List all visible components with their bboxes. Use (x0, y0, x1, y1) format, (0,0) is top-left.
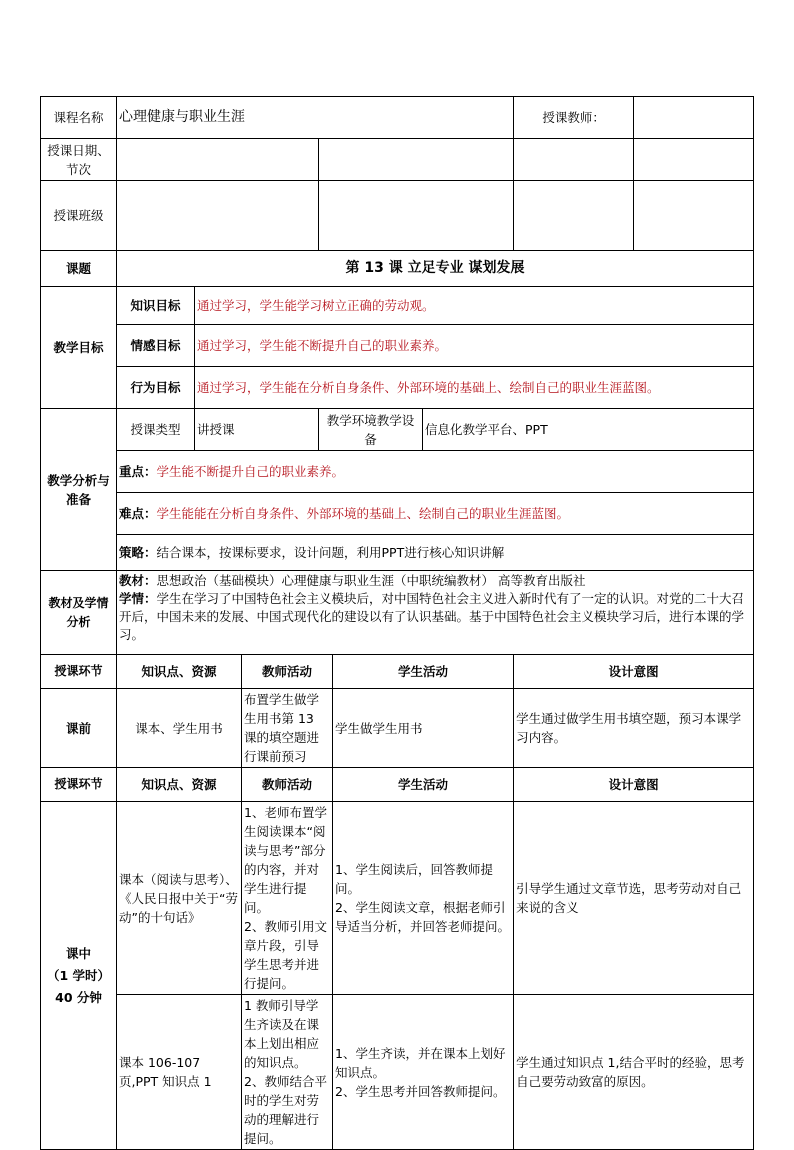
date-cell-4 (634, 139, 754, 181)
environment-value: 信息化教学平台、PPT (423, 409, 754, 451)
materials-label: 教材及学情分析 (41, 571, 117, 655)
textbook-label: 教材： (119, 573, 157, 588)
course-name: 心理健康与职业生涯 (117, 97, 514, 139)
textbook-line (119, 572, 751, 590)
materials-content (117, 571, 754, 655)
date-label: 授课日期、节次 (41, 139, 117, 181)
lesson-type-value: 讲授课 (195, 409, 319, 451)
class-cell-3 (514, 181, 634, 251)
in-class-resource-1: 课本（阅读与思考）、《人民日报中关于“劳动”的十句话》 (117, 802, 242, 995)
header-intent: 设计意图 (514, 655, 754, 689)
strategy-label: 策略： (119, 545, 157, 560)
date-cell-3 (514, 139, 634, 181)
strategy (117, 535, 754, 571)
environment-label: 教学环境教学设备 (319, 409, 423, 451)
objectives-label: 教学目标 (41, 287, 117, 409)
difficult-point (117, 493, 754, 535)
class-cell-1 (117, 181, 319, 251)
header-resource: 知识点、资源 (117, 655, 242, 689)
header-teacher-2: 教师活动 (242, 768, 333, 802)
in-class-student-2 (333, 995, 514, 1150)
analysis-label: 教学分析与准备 (41, 409, 117, 571)
header-stage: 授课环节 (41, 655, 117, 689)
key-point-label: 重点： (119, 464, 157, 479)
header-teacher: 教师活动 (242, 655, 333, 689)
topic-title: 第 13 课 立足专业 谋划发展 (117, 251, 754, 287)
behavior-objective: 通过学习，学生能在分析自身条件、外部环境的基础上、绘制自己的职业生涯蓝图。 (195, 367, 754, 409)
topic-label: 课题 (41, 251, 117, 287)
date-cell-2 (319, 139, 514, 181)
in-class-stage (41, 802, 117, 1150)
pre-class-resource: 课本、学生用书 (117, 689, 242, 768)
in-class-student-1-step-1: 1、学生阅读后，回答教师提问。 (335, 862, 493, 896)
emotion-objective-label: 情感目标 (117, 325, 195, 367)
in-class-student-1-step-2: 2、学生阅读文章，根据老师引导适当分析，并回答老师提问。 (335, 900, 511, 934)
pre-class-teacher: 布置学生做学生用书第 13 课的填空题进行课前预习 (242, 689, 333, 768)
key-point (117, 451, 754, 493)
date-cell-1 (117, 139, 319, 181)
header-student-2: 学生活动 (333, 768, 514, 802)
in-class-student-2-step-1: 1、学生齐读，并在课本上划好知识点。 (335, 1045, 506, 1080)
in-class-teacher-1-step-2: 2、教师引用文章片段，引导学生思考并进行提问。 (244, 919, 327, 991)
in-class-intent-1: 引导学生通过文章节选，思考劳动对自己来说的含义 (514, 802, 754, 995)
header-intent-2: 设计意图 (514, 768, 754, 802)
header-stage-2: 授课环节 (41, 768, 117, 802)
in-class-teacher-2 (242, 995, 333, 1150)
in-class-minutes: 40 分钟 (55, 989, 102, 1005)
knowledge-objective-label: 知识目标 (117, 287, 195, 325)
lesson-plan-table (40, 96, 754, 1150)
in-class-student-1 (333, 802, 514, 995)
class-cell-4 (634, 181, 754, 251)
difficult-point-label: 难点： (119, 506, 157, 521)
in-class-hours: （1 学时） (46, 967, 111, 983)
header-resource-2: 知识点、资源 (117, 768, 242, 802)
teacher-label: 授课教师： (514, 97, 634, 139)
course-name-label: 课程名称 (41, 97, 117, 139)
in-class-teacher-2-step-1: 1 教师引导学生齐读及在课本上划出相应的知识点。 (244, 998, 320, 1070)
emotion-objective: 通过学习，学生能不断提升自己的职业素养。 (195, 325, 754, 367)
difficult-point-value: 学生能能在分析自身条件、外部环境的基础上、绘制自己的职业生涯蓝图。 (156, 506, 570, 521)
strategy-value: 结合课本，按课标要求，设计问题，利用PPT进行核心知识讲解 (156, 545, 505, 560)
in-class-stage-label: 课中 (65, 945, 91, 961)
in-class-teacher-1-step-1: 1、老师布置学生阅读课本“阅读与思考”部分的内容，并对学生进行提问。 (244, 805, 327, 915)
learner-value: 学生在学习了中国特色社会主义模块后，对中国特色社会主义进入新时代有了一定的认识。对党的二十大召开后，中国未来的发展、中国式现代化的建设以有了认识基础。基于中国特色社会主义模块学习后，进行本课的学习。 (119, 591, 745, 642)
learner-line (119, 590, 751, 644)
in-class-intent-2: 学生通过知识点 1,结合平时的经验，思考自己要劳动致富的原因。 (514, 995, 754, 1150)
class-label: 授课班级 (41, 181, 117, 251)
header-student: 学生活动 (333, 655, 514, 689)
in-class-resource-2: 课本 106-107 页,PPT 知识点 1 (117, 995, 242, 1150)
key-point-value: 学生能不断提升自己的职业素养。 (156, 464, 345, 479)
pre-class-intent: 学生通过做学生用书填空题，预习本课学习内容。 (514, 689, 754, 768)
lesson-type-label: 授课类型 (117, 409, 195, 451)
learner-label: 学情： (119, 591, 157, 606)
in-class-student-2-step-2: 2、学生思考并回答教师提问。 (335, 1083, 506, 1099)
pre-class-student: 学生做学生用书 (333, 689, 514, 768)
teacher-value (634, 97, 754, 139)
textbook-value: 思想政治（基础模块）心理健康与职业生涯（中职统编教材） 高等教育出版社 (156, 573, 586, 588)
behavior-objective-label: 行为目标 (117, 367, 195, 409)
pre-class-stage: 课前 (41, 689, 117, 768)
knowledge-objective: 通过学习，学生能学习树立正确的劳动观。 (195, 287, 754, 325)
class-cell-2 (319, 181, 514, 251)
in-class-teacher-2-step-2: 2、教师结合平时的学生对劳动的理解进行提问。 (244, 1074, 327, 1146)
in-class-teacher-1 (242, 802, 333, 995)
